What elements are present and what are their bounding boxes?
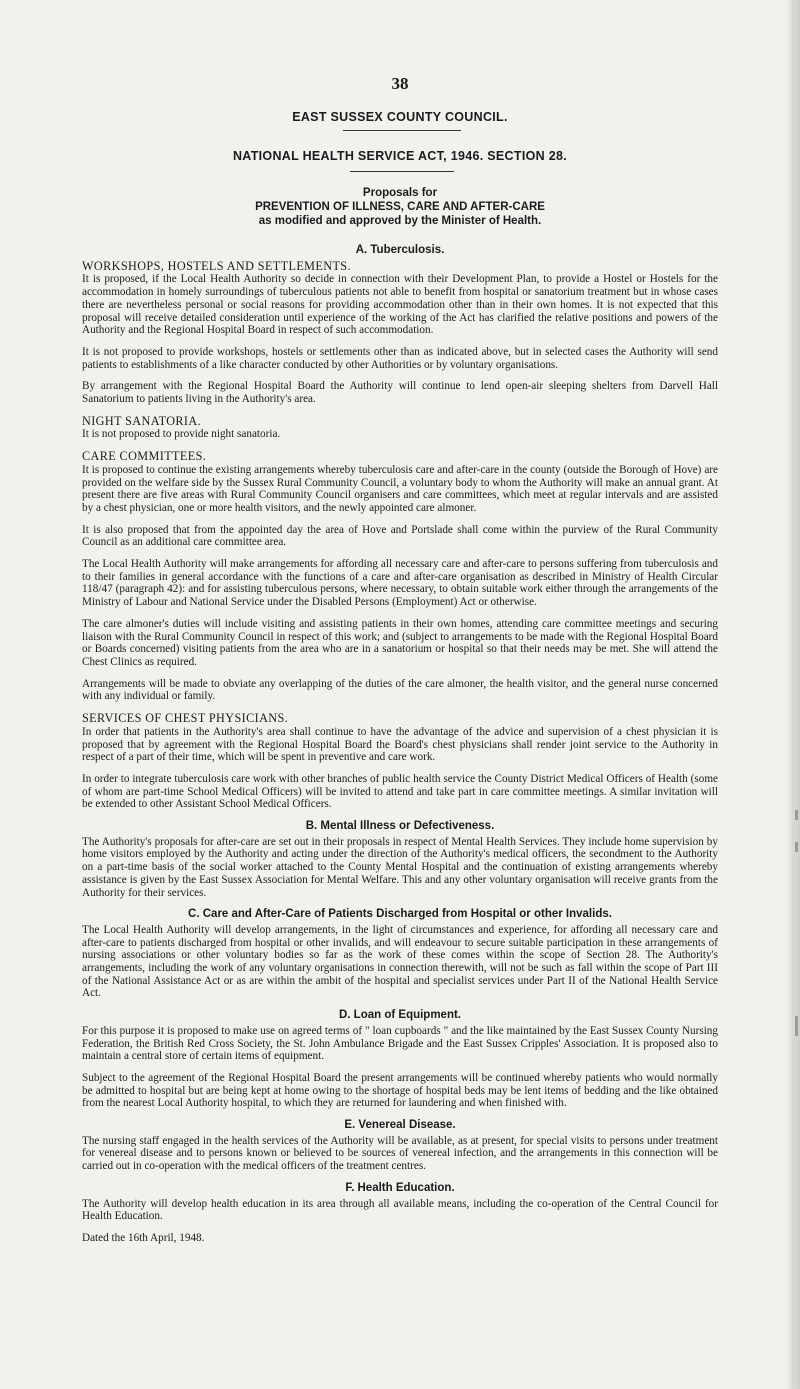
paragraph: The care almoner's duties will include visiting and assisting patients in their own homes, attending care committee meetings and securing liaison with the Rural Community Council in respect of this work; and (subject to arrangements to be made with the Regional Hospital Board or Boards concerned) visiting patients from the area who are in a sanatorium or hospital so that their needs may be met. She will attend the Chest Clinics as required. — [82, 617, 718, 668]
heading-rule — [343, 130, 461, 131]
section-c-title: C. Care and After-Care of Patients Discharged from Hospital or other Invalids. — [188, 908, 612, 921]
edge-mark — [795, 1016, 798, 1026]
subheading-night-sanatoria: NIGHT SANATORIA. — [82, 413, 202, 428]
paragraph: It is not proposed to provide night sanatoria. — [82, 428, 281, 441]
paragraph: The nursing staff engaged in the health services of the Authority will be available, as at present, for special visits to persons under treatment for venereal disease and to persons known or believed to be sources of venereal infection, and the arrangements in this connection will be carried out in co-operation with the medical officers of the treatment centres. — [82, 1134, 718, 1173]
dated-line: Dated the 16th April, 1948. — [82, 1232, 205, 1244]
section-d-title: D. Loan of Equipment. — [338, 1009, 462, 1022]
proposals-line-3: as modified and approved by the Minister of Health. — [258, 215, 542, 227]
proposals-line-1: Proposals for — [362, 187, 438, 199]
section-e-title: E. Venereal Disease. — [344, 1119, 456, 1132]
paragraph: Arrangements will be made to obviate any overlapping of the duties of the care almoner, the health visitor, and the general nurse concerned with any individual or family. — [82, 677, 718, 703]
paragraph: The Local Health Authority will develop arrangements, in the light of circumstances and experience, for affording all necessary care and after-care to patients discharged from hospital or other invalids, and will endeavour to secure suitable participation in these arrangements of nursing associations or other voluntary bodies so far as the work of these comes within the scope of Section 28. The Authority's arrangements, including the work of any voluntary organisations in connection therewith, will not be such as fall within the scope of Part III of the National Assistance Act or as are within the ambit of the hospital and specialist services under Part II of the National Health Service Act. — [82, 923, 718, 1000]
section-b-title: B. Mental Illness or Defectiveness. — [305, 820, 495, 833]
edge-mark — [795, 1026, 798, 1036]
proposals-heading — [0, 186, 800, 228]
paragraph: By arrangement with the Regional Hospital Board the Authority will continue to lend open-air sleeping shelters from Darvell Hall Sanatorium to patients living in the Authority's area. — [82, 380, 718, 406]
subheading-workshops: WORKSHOPS, HOSTELS AND SETTLEMENTS. — [82, 258, 351, 273]
proposals-line-2: PREVENTION OF ILLNESS, CARE AND AFTER-CARE — [255, 201, 545, 213]
section-f-title: F. Health Education. — [345, 1181, 455, 1194]
paragraph: The Authority will develop health education in its area through all available means, including the co-operation of the Central Council for Health Education. — [82, 1197, 718, 1223]
subheading-chest-physicians: SERVICES OF CHEST PHYSICIANS. — [82, 711, 289, 726]
act-heading: NATIONAL HEALTH SERVICE ACT, 1946. SECTION 28. — [232, 149, 567, 163]
paragraph: The Local Health Authority will make arrangements for affording all necessary care and after-care to persons suffering from tuberculosis and to their families in general accordance with the functions of a care and after-care organisation as described in Ministry of Health Circular 118/47 (paragraph 42): and for assisting tuberculous persons, where necessary, to obtain suitable work either through the arrangements of the Ministry of Labour and National Service under the Disabled Persons (Employment) Act or otherwise. — [82, 558, 718, 609]
page-number: 38 — [391, 74, 409, 93]
paragraph: In order that patients in the Authority's area shall continue to have the advantage of the advice and supervision of a chest physician it is proposed that by agreement with the Regional Hospital Board the Board's chest physicians shall render joint service to the Authority in respect of a part of their time, which will be spent in preventive and care work. — [82, 725, 718, 764]
heading-rule — [350, 171, 454, 172]
paragraph: The Authority's proposals for after-care are set out in their proposals in respect of Mental Health Services. They include home supervision by home visitors employed by the Authority and acting under the direction of the Authority's medical officers, the secondment to the Authority on a part-time basis of the social worker attached to the County Mental Hospital and the continuation of existing arrangements whereby assistance is given by the East Sussex Association for Mental Welfare. This and any other voluntary organisation will receive grants from the Authority for their services. — [82, 835, 718, 899]
paragraph: It is also proposed that from the appointed day the area of Hove and Portslade shall come within the purview of the Rural Community Council as an additional care committee area. — [82, 523, 718, 549]
subheading-care-committees: CARE COMMITTEES. — [82, 449, 207, 464]
paragraph: For this purpose it is proposed to make use on agreed terms of " loan cupboards " and the like maintained by the East Sussex County Nursing Federation, the British Red Cross Society, the St. John Ambulance Brigade and the East Sussex Cripples' Association. It is proposed also to maintain a central store of certain items of equipment. — [82, 1024, 718, 1063]
edge-mark — [795, 842, 798, 852]
council-heading: EAST SUSSEX COUNTY COUNCIL. — [292, 110, 508, 124]
document-body — [82, 244, 718, 1254]
paragraph: It is proposed to continue the existing arrangements whereby tuberculosis care and after-care in the county (outside the Borough of Hove) are provided on the welfare side by the Sussex Rural Community Council, a voluntary body to whom the Authority will make an annual grant. At present there are five areas with Rural Community Council organisers and care committees, which meet at regular intervals and are assisted by a chest physician, one or more health visitors, and the newly appointed care almoner. — [82, 463, 718, 514]
paragraph: It is proposed, if the Local Health Authority so decide in connection with their Development Plan, to provide a Hostel or Hostels for the accommodation in homely surroundings of tuberculous patients not able to benefit from hospital or sanatorium treatment but in whose cases there are nevertheless personal or social reasons for providing accommodation other than in their own homes. It is not expected that this proposal will receive detailed consideration until experience of the working of the Act has clarified the relative positions and powers of the Authority and the Regional Hospital Board in respect of such accommodation. — [82, 273, 718, 337]
paragraph: In order to integrate tuberculosis care work with other branches of public health service the County District Medical Officers of Health (some of whom are part-time School Medical Officers) will be invited to attend and take part in care committee meetings. A similar invitation will be extended to other Assistant School Medical Officers. — [82, 772, 718, 811]
paragraph: Subject to the agreement of the Regional Hospital Board the present arrangements will be continued whereby patients who would normally be admitted to hospital but are being kept at home owing to the shortage of hospital beds may be lent items of bedding and the like obtained from the nearest Local Authority hospital, to which they are returned for laundering and when finished with. — [82, 1071, 718, 1110]
edge-mark — [795, 810, 798, 820]
paragraph: It is not proposed to provide workshops, hostels or settlements other than as indicated above, but in selected cases the Authority will send patients to establishments of a like character conducted by other Authorities or by voluntary organisations. — [82, 345, 718, 371]
section-a-title: A. Tuberculosis. — [355, 244, 445, 256]
